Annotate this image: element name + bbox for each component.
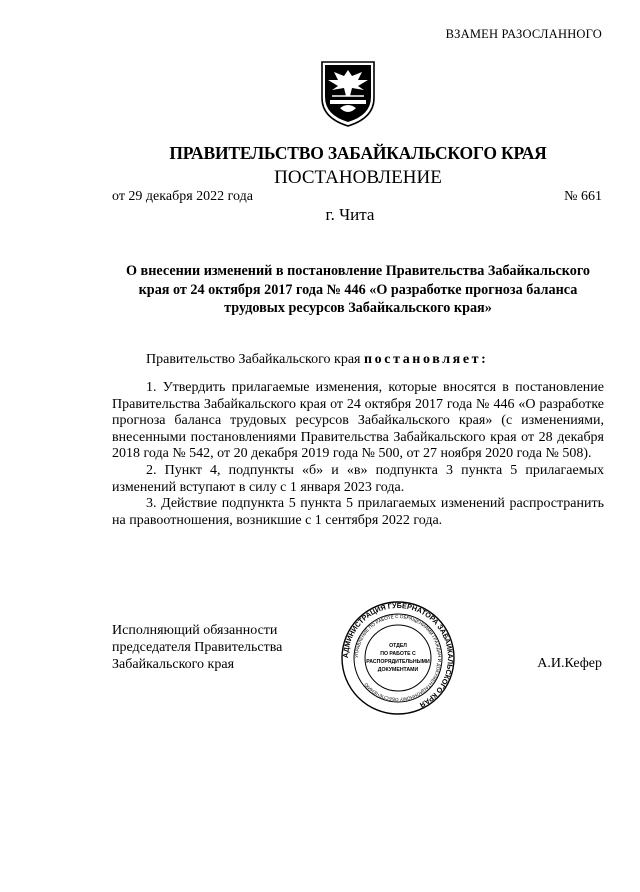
- signatory-title-line: Забайкальского края: [112, 657, 235, 672]
- seal-center-line: ОТДЕЛ: [389, 643, 407, 649]
- seal-middle-text: УПРАВЛЕНИЕ ПО РАБОТЕ С ОБРАЩЕНИЯМИ ГРАЖДАН И ДОКУМЕНТАЦИОННОМУ ОБЕСПЕЧЕНИЮ: [353, 613, 443, 703]
- signatory-name: А.И.Кефер: [537, 656, 602, 671]
- document-heading: [108, 262, 608, 318]
- intro-verb: постановляет:: [363, 352, 489, 367]
- document-city: г. Чита: [325, 205, 375, 224]
- signatory-title-line: председателя Правительства: [112, 640, 283, 655]
- heading-line: трудовых ресурсов Забайкальского края»: [224, 300, 492, 316]
- seal-center-line: РАСПОРЯДИТЕЛЬНЫМИ: [366, 659, 430, 665]
- heading-line: края от 24 октября 2017 года № 446 «О разработке прогноза баланса: [138, 281, 578, 298]
- organization-title: ПРАВИТЕЛЬСТВО ЗАБАЙКАЛЬСКОГО КРАЯ: [169, 143, 547, 163]
- seal-outer-text: АДМИНИСТРАЦИЯ ГУБЕРНАТОРА ЗАБАЙКАЛЬСКОГО КРАЯ: [340, 600, 456, 710]
- official-seal-icon: [340, 600, 456, 716]
- seal-center-line: ПО РАБОТЕ С: [380, 651, 416, 657]
- signatory-title: [112, 622, 282, 673]
- document-body: [112, 380, 604, 529]
- coat-of-arms-icon: [318, 58, 378, 128]
- body-paragraph: 3. Действие подпункта 5 пункта 5 прилагаемых изменений распространить на правоотношения, возникшие с 1 сентября 2022 года.: [112, 496, 604, 528]
- resolution-intro: [146, 352, 488, 368]
- seal-center-line: ДОКУМЕНТАМИ: [377, 667, 419, 673]
- document-type: ПОСТАНОВЛЕНИЕ: [274, 167, 442, 188]
- replacement-stamp: ВЗАМЕН РАЗОСЛАННОГО: [445, 27, 602, 41]
- signatory-title-line: Исполняющий обязанности: [112, 623, 278, 638]
- heading-line: О внесении изменений в постановление Правительства Забайкальского: [125, 263, 591, 279]
- document-date: от 29 декабря 2022 года: [112, 189, 253, 204]
- body-paragraph: 1. Утвердить прилагаемые изменения, которые вносятся в постановление Правительства Забайкальского края от 24 октября 2017 года № 446 «О разработке прогноза баланса трудовых ресурсов Забайкальского края» (с изменениями, внесенными постановлениями Правительства Забайкальского края от 28 декабря 2018 года № 542, от 20 декабря 2019 года № 500, от 27 ноября 2020 года № 508).: [112, 380, 604, 462]
- document-number: № 661: [564, 189, 602, 204]
- intro-subject: Правительство Забайкальского края: [146, 352, 364, 367]
- body-paragraph: 2. Пункт 4, подпункты «б» и «в» подпункта 3 пункта 5 прилагаемых изменений вступают в силу с 1 января 2023 года.: [112, 462, 604, 495]
